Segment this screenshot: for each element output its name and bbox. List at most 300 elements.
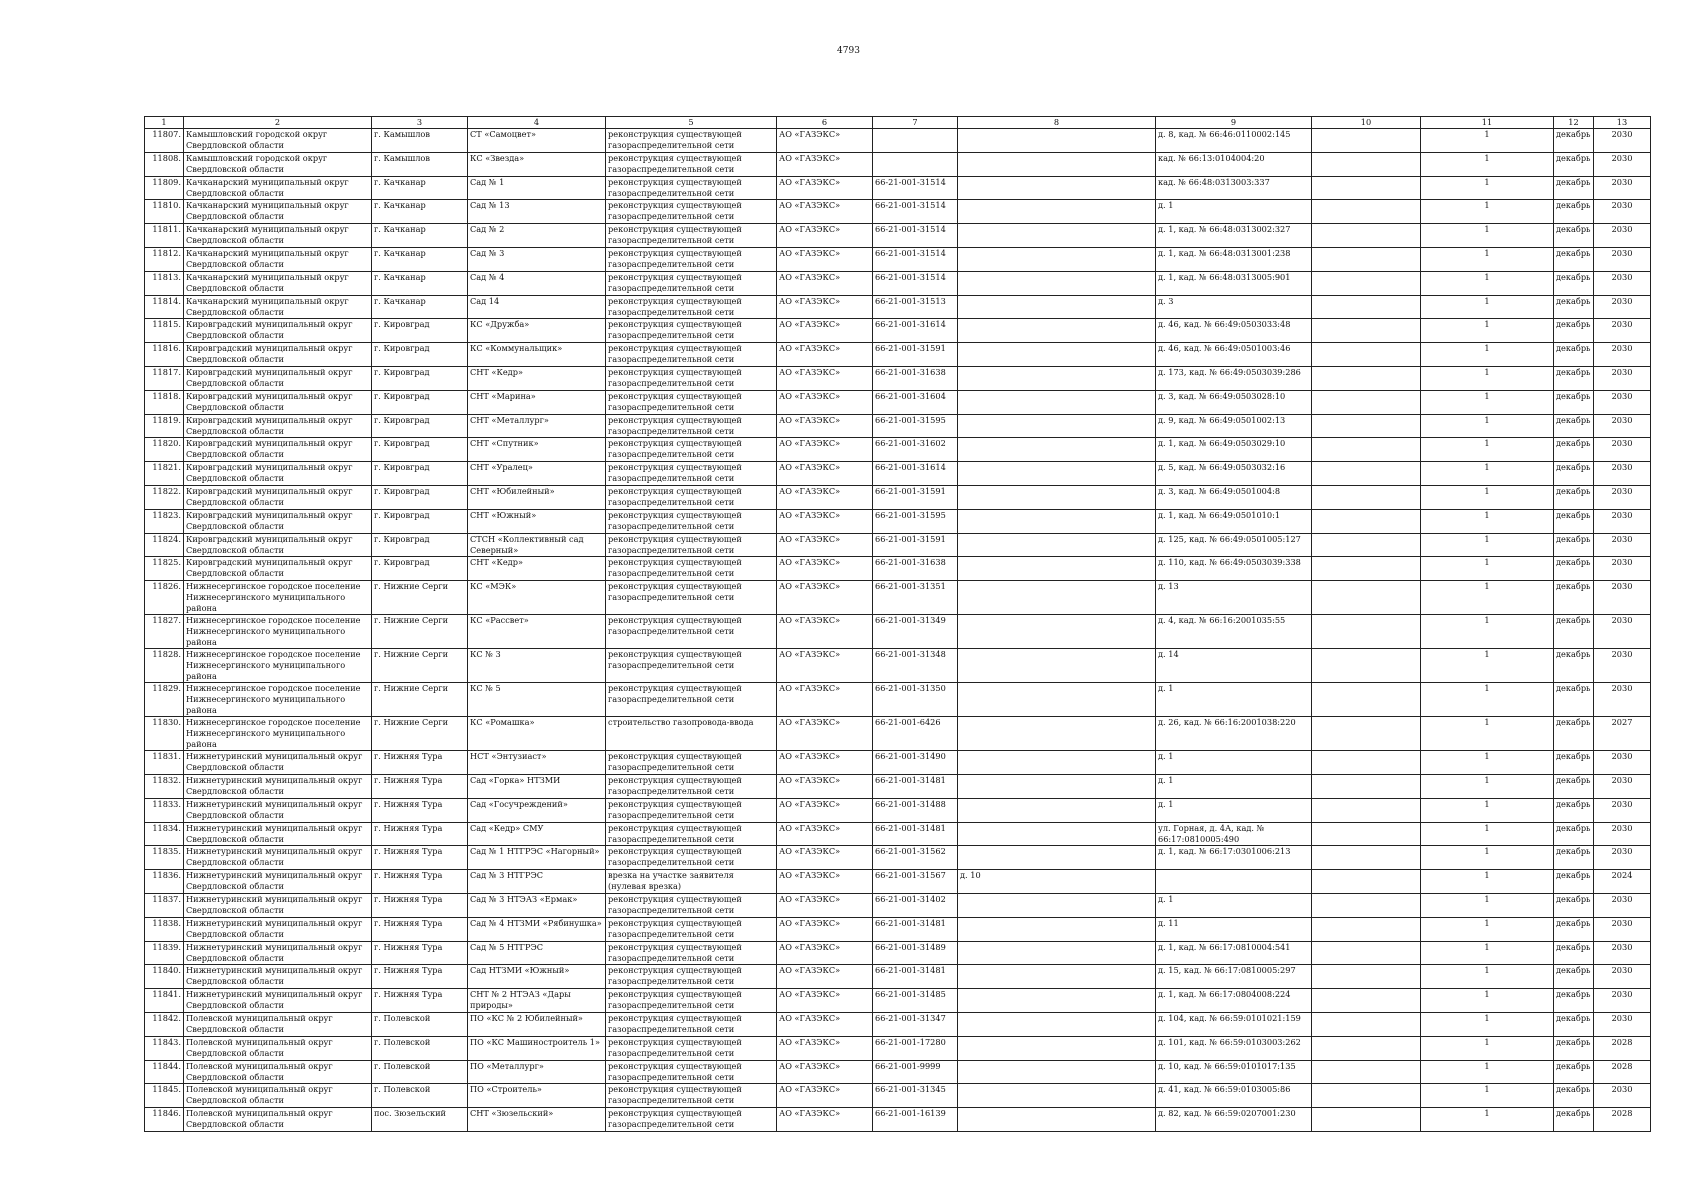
table-cell-col-10 <box>1312 846 1421 870</box>
table-cell-col-12: декабрь <box>1554 1108 1594 1132</box>
table-cell-col-11: 1 <box>1421 822 1554 846</box>
table-cell-col-9: д. 4, кад. № 66:16:2001035:55 <box>1156 615 1312 649</box>
table-cell-col-1: 11833. <box>145 798 184 822</box>
table-cell-col-7: 66-21-001-31481 <box>873 917 958 941</box>
table-cell-col-1: 11840. <box>145 965 184 989</box>
table-cell-col-5: реконструкция существующей газораспределительной сети <box>606 649 777 683</box>
table-cell-col-2: Качканарский муниципальный округ Свердловской области <box>184 200 372 224</box>
table-cell-col-11: 1 <box>1421 870 1554 894</box>
table-cell-col-3: г. Нижняя Тура <box>372 870 468 894</box>
table-cell-col-1: 11839. <box>145 941 184 965</box>
table-cell-col-4: КС «Коммунальщик» <box>468 343 606 367</box>
table-cell-col-11: 1 <box>1421 271 1554 295</box>
table-cell-col-12: декабрь <box>1554 438 1594 462</box>
table-row <box>145 200 1651 224</box>
column-header-2: 2 <box>184 117 372 129</box>
table-cell-col-1: 11832. <box>145 774 184 798</box>
table-cell-col-8 <box>958 846 1156 870</box>
table-cell-col-12: декабрь <box>1554 366 1594 390</box>
table-row <box>145 343 1651 367</box>
table-cell-col-1: 11844. <box>145 1060 184 1084</box>
table-cell-col-3: г. Нижняя Тура <box>372 822 468 846</box>
table-cell-col-13: 2030 <box>1594 581 1651 615</box>
table-cell-col-1: 11816. <box>145 343 184 367</box>
table-cell-col-8 <box>958 295 1156 319</box>
table-cell-col-11: 1 <box>1421 366 1554 390</box>
table-cell-col-9: д. 173, кад. № 66:49:0503039:286 <box>1156 366 1312 390</box>
table-row <box>145 176 1651 200</box>
table-cell-col-10 <box>1312 438 1421 462</box>
table-cell-col-9: д. 46, кад. № 66:49:0503033:48 <box>1156 319 1312 343</box>
table-cell-col-8 <box>958 798 1156 822</box>
table-cell-col-11: 1 <box>1421 319 1554 343</box>
table-cell-col-3: г. Камышлов <box>372 152 468 176</box>
table-cell-col-12: декабрь <box>1554 717 1594 751</box>
table-cell-col-6: АО «ГАЗЭКС» <box>777 774 873 798</box>
table-cell-col-2: Кировградский муниципальный округ Свердловской области <box>184 509 372 533</box>
table-row <box>145 965 1651 989</box>
table-cell-col-13: 2030 <box>1594 200 1651 224</box>
column-header-1: 1 <box>145 117 184 129</box>
table-row <box>145 366 1651 390</box>
table-row <box>145 683 1651 717</box>
table-cell-col-10 <box>1312 319 1421 343</box>
table-cell-col-6: АО «ГАЗЭКС» <box>777 941 873 965</box>
table-cell-col-10 <box>1312 1012 1421 1036</box>
table-cell-col-2: Качканарский муниципальный округ Свердловской области <box>184 295 372 319</box>
table-cell-col-10 <box>1312 870 1421 894</box>
table-cell-col-8 <box>958 271 1156 295</box>
table-cell-col-2: Полевской муниципальный округ Свердловской области <box>184 1060 372 1084</box>
table-cell-col-1: 11815. <box>145 319 184 343</box>
table-cell-col-6: АО «ГАЗЭКС» <box>777 1036 873 1060</box>
table-cell-col-3: г. Качканар <box>372 176 468 200</box>
table-cell-col-1: 11843. <box>145 1036 184 1060</box>
table-cell-col-11: 1 <box>1421 774 1554 798</box>
table-cell-col-2: Нижнесергинское городское поселение Нижнесергинского муниципального района <box>184 683 372 717</box>
table-cell-col-7: 66-21-001-31489 <box>873 941 958 965</box>
table-cell-col-13: 2030 <box>1594 1012 1651 1036</box>
table-row <box>145 414 1651 438</box>
table-cell-col-6: АО «ГАЗЭКС» <box>777 319 873 343</box>
table-cell-col-5: реконструкция существующей газораспределительной сети <box>606 989 777 1013</box>
column-header-8: 8 <box>958 117 1156 129</box>
table-cell-col-1: 11838. <box>145 917 184 941</box>
table-cell-col-6: АО «ГАЗЭКС» <box>777 366 873 390</box>
table-cell-col-9: д. 1, кад. № 66:48:0313002:327 <box>1156 224 1312 248</box>
table-cell-col-10 <box>1312 509 1421 533</box>
table-cell-col-1: 11842. <box>145 1012 184 1036</box>
table-cell-col-10 <box>1312 615 1421 649</box>
table-cell-col-5: реконструкция существующей газораспределительной сети <box>606 247 777 271</box>
column-header-12: 12 <box>1554 117 1594 129</box>
table-row <box>145 557 1651 581</box>
table-cell-col-1: 11821. <box>145 462 184 486</box>
table-body <box>145 129 1651 1132</box>
table-cell-col-2: Качканарский муниципальный округ Свердловской области <box>184 271 372 295</box>
table-cell-col-12: декабрь <box>1554 343 1594 367</box>
table-cell-col-6: АО «ГАЗЭКС» <box>777 390 873 414</box>
table-cell-col-2: Кировградский муниципальный округ Свердловской области <box>184 319 372 343</box>
table-cell-col-7: 66-21-001-31602 <box>873 438 958 462</box>
table-cell-col-7: 66-21-001-31595 <box>873 414 958 438</box>
table-cell-col-8 <box>958 200 1156 224</box>
table-cell-col-7: 66-21-001-31604 <box>873 390 958 414</box>
table-cell-col-3: пос. Зюзельский <box>372 1108 468 1132</box>
table-cell-col-3: г. Нижняя Тура <box>372 798 468 822</box>
table-cell-col-8 <box>958 1060 1156 1084</box>
table-cell-col-4: Сад № 1 НТГРЭС «Нагорный» <box>468 846 606 870</box>
table-cell-col-12: декабрь <box>1554 989 1594 1013</box>
table-cell-col-5: реконструкция существующей газораспределительной сети <box>606 846 777 870</box>
table-cell-col-10 <box>1312 533 1421 557</box>
table-cell-col-5: реконструкция существующей газораспределительной сети <box>606 366 777 390</box>
table-cell-col-3: г. Кировград <box>372 509 468 533</box>
table-cell-col-13: 2030 <box>1594 893 1651 917</box>
table-cell-col-2: Качканарский муниципальный округ Свердловской области <box>184 247 372 271</box>
table-cell-col-4: КС «Рассвет» <box>468 615 606 649</box>
table-cell-col-8 <box>958 414 1156 438</box>
table-row <box>145 533 1651 557</box>
table-cell-col-9: д. 1 <box>1156 751 1312 775</box>
table-cell-col-11: 1 <box>1421 1108 1554 1132</box>
table-cell-col-7: 66-21-001-31638 <box>873 366 958 390</box>
table-cell-col-12: декабрь <box>1554 1036 1594 1060</box>
table-cell-col-11: 1 <box>1421 581 1554 615</box>
table-cell-col-3: г. Кировград <box>372 438 468 462</box>
table-cell-col-13: 2030 <box>1594 295 1651 319</box>
table-cell-col-1: 11846. <box>145 1108 184 1132</box>
table-cell-col-8 <box>958 822 1156 846</box>
table-cell-col-1: 11836. <box>145 870 184 894</box>
table-cell-col-10 <box>1312 822 1421 846</box>
table-cell-col-6: АО «ГАЗЭКС» <box>777 295 873 319</box>
table-cell-col-5: реконструкция существующей газораспределительной сети <box>606 129 777 153</box>
table-cell-col-3: г. Нижняя Тура <box>372 989 468 1013</box>
table-cell-col-10 <box>1312 224 1421 248</box>
table-cell-col-13: 2030 <box>1594 1084 1651 1108</box>
table-cell-col-3: г. Кировград <box>372 414 468 438</box>
table-cell-col-1: 11823. <box>145 509 184 533</box>
table-cell-col-7 <box>873 152 958 176</box>
table-cell-col-8 <box>958 224 1156 248</box>
table-cell-col-13: 2030 <box>1594 247 1651 271</box>
table-cell-col-11: 1 <box>1421 533 1554 557</box>
table-cell-col-7: 66-21-001-31514 <box>873 200 958 224</box>
table-cell-col-11: 1 <box>1421 414 1554 438</box>
table-cell-col-7: 66-21-001-31481 <box>873 965 958 989</box>
table-cell-col-12: декабрь <box>1554 941 1594 965</box>
table-cell-col-8 <box>958 129 1156 153</box>
table-cell-col-7: 66-21-001-31402 <box>873 893 958 917</box>
table-cell-col-6: АО «ГАЗЭКС» <box>777 822 873 846</box>
table-cell-col-1: 11817. <box>145 366 184 390</box>
table-cell-col-10 <box>1312 989 1421 1013</box>
table-cell-col-9: д. 9, кад. № 66:49:0501002:13 <box>1156 414 1312 438</box>
table-cell-col-12: декабрь <box>1554 414 1594 438</box>
table-cell-col-4: Сад НТЗМИ «Южный» <box>468 965 606 989</box>
table-cell-col-4: КС «Звезда» <box>468 152 606 176</box>
table-cell-col-12: декабрь <box>1554 870 1594 894</box>
table-cell-col-6: АО «ГАЗЭКС» <box>777 1060 873 1084</box>
table-cell-col-5: реконструкция существующей газораспределительной сети <box>606 917 777 941</box>
table-cell-col-12: декабрь <box>1554 751 1594 775</box>
table-cell-col-3: г. Нижняя Тура <box>372 965 468 989</box>
table-cell-col-9: д. 1, кад. № 66:49:0501010:1 <box>1156 509 1312 533</box>
table-cell-col-13: 2030 <box>1594 414 1651 438</box>
table-cell-col-9: кад. № 66:48:0313003:337 <box>1156 176 1312 200</box>
table-cell-col-5: реконструкция существующей газораспределительной сети <box>606 390 777 414</box>
table-cell-col-8 <box>958 1036 1156 1060</box>
table-cell-col-4: ПО «Металлург» <box>468 1060 606 1084</box>
table-cell-col-4: СНТ «Металлург» <box>468 414 606 438</box>
table-cell-col-11: 1 <box>1421 717 1554 751</box>
table-cell-col-12: декабрь <box>1554 200 1594 224</box>
table-cell-col-13: 2030 <box>1594 941 1651 965</box>
table-cell-col-2: Нижнетуринский муниципальный округ Свердловской области <box>184 941 372 965</box>
column-header-5: 5 <box>606 117 777 129</box>
table-cell-col-1: 11809. <box>145 176 184 200</box>
table-cell-col-3: г. Нижняя Тура <box>372 941 468 965</box>
table-cell-col-1: 11825. <box>145 557 184 581</box>
table-cell-col-6: АО «ГАЗЭКС» <box>777 1108 873 1132</box>
table-cell-col-1: 11808. <box>145 152 184 176</box>
table-row <box>145 870 1651 894</box>
table-cell-col-7: 66-21-001-31567 <box>873 870 958 894</box>
table-cell-col-4: СТ «Самоцвет» <box>468 129 606 153</box>
table-cell-col-11: 1 <box>1421 965 1554 989</box>
table-row <box>145 1108 1651 1132</box>
table-cell-col-3: г. Полевской <box>372 1060 468 1084</box>
table-cell-col-13: 2030 <box>1594 224 1651 248</box>
table-cell-col-1: 11835. <box>145 846 184 870</box>
table-cell-col-13: 2030 <box>1594 438 1651 462</box>
table-cell-col-10 <box>1312 774 1421 798</box>
table-cell-col-3: г. Нижняя Тура <box>372 774 468 798</box>
table-cell-col-8 <box>958 1012 1156 1036</box>
table-cell-col-7: 66-21-001-31513 <box>873 295 958 319</box>
table-cell-col-2: Кировградский муниципальный округ Свердловской области <box>184 438 372 462</box>
table-cell-col-11: 1 <box>1421 557 1554 581</box>
table-cell-col-7: 66-21-001-31591 <box>873 533 958 557</box>
table-cell-col-3: г. Качканар <box>372 295 468 319</box>
table-cell-col-6: АО «ГАЗЭКС» <box>777 798 873 822</box>
table-cell-col-7: 66-21-001-9999 <box>873 1060 958 1084</box>
table-cell-col-7: 66-21-001-31345 <box>873 1084 958 1108</box>
table-cell-col-12: декабрь <box>1554 893 1594 917</box>
table-cell-col-9: д. 104, кад. № 66:59:0101021:159 <box>1156 1012 1312 1036</box>
table-cell-col-1: 11828. <box>145 649 184 683</box>
table-cell-col-6: АО «ГАЗЭКС» <box>777 152 873 176</box>
table-cell-col-8 <box>958 557 1156 581</box>
table-cell-col-3: г. Кировград <box>372 319 468 343</box>
table-cell-col-11: 1 <box>1421 1036 1554 1060</box>
table-cell-col-11: 1 <box>1421 295 1554 319</box>
table-cell-col-9: д. 1, кад. № 66:48:0313001:238 <box>1156 247 1312 271</box>
table-cell-col-1: 11841. <box>145 989 184 1013</box>
table-cell-col-11: 1 <box>1421 1012 1554 1036</box>
table-cell-col-7: 66-21-001-31348 <box>873 649 958 683</box>
table-cell-col-9: д. 15, кад. № 66:17:0810005:297 <box>1156 965 1312 989</box>
table-cell-col-5: строительство газопровода-ввода <box>606 717 777 751</box>
table-cell-col-13: 2028 <box>1594 1060 1651 1084</box>
table-cell-col-11: 1 <box>1421 462 1554 486</box>
table-cell-col-2: Нижнетуринский муниципальный округ Свердловской области <box>184 989 372 1013</box>
table-cell-col-7: 66-21-001-17280 <box>873 1036 958 1060</box>
table-cell-col-1: 11807. <box>145 129 184 153</box>
table-cell-col-13: 2030 <box>1594 798 1651 822</box>
table-cell-col-9: д. 14 <box>1156 649 1312 683</box>
table-cell-col-6: АО «ГАЗЭКС» <box>777 247 873 271</box>
table-row <box>145 893 1651 917</box>
table-cell-col-6: АО «ГАЗЭКС» <box>777 414 873 438</box>
table-cell-col-9: д. 1 <box>1156 683 1312 717</box>
table-cell-col-10 <box>1312 798 1421 822</box>
table-cell-col-4: СНТ «Зюзельский» <box>468 1108 606 1132</box>
table-cell-col-6: АО «ГАЗЭКС» <box>777 751 873 775</box>
table-cell-col-9: ул. Горная, д. 4А, кад. № 66:17:0810005:490 <box>1156 822 1312 846</box>
table-cell-col-6: АО «ГАЗЭКС» <box>777 224 873 248</box>
table-cell-col-2: Полевской муниципальный округ Свердловской области <box>184 1108 372 1132</box>
table-cell-col-10 <box>1312 649 1421 683</box>
table-cell-col-11: 1 <box>1421 649 1554 683</box>
table-cell-col-2: Кировградский муниципальный округ Свердловской области <box>184 414 372 438</box>
table-cell-col-4: КС «Дружба» <box>468 319 606 343</box>
table-cell-col-11: 1 <box>1421 129 1554 153</box>
table-cell-col-10 <box>1312 200 1421 224</box>
table-cell-col-8 <box>958 941 1156 965</box>
table-cell-col-9: д. 3, кад. № 66:49:0503028:10 <box>1156 390 1312 414</box>
table-cell-col-13: 2028 <box>1594 1036 1651 1060</box>
table-cell-col-10 <box>1312 683 1421 717</box>
table-cell-col-8 <box>958 893 1156 917</box>
table-cell-col-5: реконструкция существующей газораспределительной сети <box>606 798 777 822</box>
table-cell-col-2: Нижнесергинское городское поселение Нижнесергинского муниципального района <box>184 581 372 615</box>
table-row <box>145 1060 1651 1084</box>
table-cell-col-12: декабрь <box>1554 1084 1594 1108</box>
table-cell-col-13: 2030 <box>1594 533 1651 557</box>
table-cell-col-3: г. Нижняя Тура <box>372 893 468 917</box>
table-cell-col-11: 1 <box>1421 509 1554 533</box>
table-cell-col-9: д. 13 <box>1156 581 1312 615</box>
table-cell-col-11: 1 <box>1421 917 1554 941</box>
table-cell-col-13: 2030 <box>1594 390 1651 414</box>
table-cell-col-5: реконструкция существующей газораспределительной сети <box>606 893 777 917</box>
table-row <box>145 649 1651 683</box>
column-header-6: 6 <box>777 117 873 129</box>
table-cell-col-11: 1 <box>1421 615 1554 649</box>
table-cell-col-11: 1 <box>1421 941 1554 965</box>
table-cell-col-5: реконструкция существующей газораспределительной сети <box>606 176 777 200</box>
table-cell-col-11: 1 <box>1421 390 1554 414</box>
table-cell-col-11: 1 <box>1421 751 1554 775</box>
table-cell-col-9: д. 3, кад. № 66:49:0501004:8 <box>1156 485 1312 509</box>
table-cell-col-12: декабрь <box>1554 615 1594 649</box>
page-number: 4793 <box>837 46 860 56</box>
table-cell-col-9: д. 1, кад. № 66:48:0313005:901 <box>1156 271 1312 295</box>
table-cell-col-2: Нижнесергинское городское поселение Нижнесергинского муниципального района <box>184 615 372 649</box>
table-cell-col-6: АО «ГАЗЭКС» <box>777 581 873 615</box>
table-cell-col-9: д. 26, кад. № 66:16:2001038:220 <box>1156 717 1312 751</box>
table-cell-col-12: декабрь <box>1554 649 1594 683</box>
table-cell-col-12: декабрь <box>1554 917 1594 941</box>
table-cell-col-2: Кировградский муниципальный округ Свердловской области <box>184 366 372 390</box>
table-cell-col-10 <box>1312 717 1421 751</box>
table-cell-col-11: 1 <box>1421 846 1554 870</box>
table-cell-col-13: 2030 <box>1594 271 1651 295</box>
table-cell-col-1: 11829. <box>145 683 184 717</box>
table-cell-col-13: 2030 <box>1594 343 1651 367</box>
table-cell-col-11: 1 <box>1421 343 1554 367</box>
table-cell-col-8: д. 10 <box>958 870 1156 894</box>
table-cell-col-10 <box>1312 1084 1421 1108</box>
table-cell-col-8 <box>958 152 1156 176</box>
column-header-3: 3 <box>372 117 468 129</box>
table-cell-col-8 <box>958 438 1156 462</box>
table-cell-col-6: АО «ГАЗЭКС» <box>777 917 873 941</box>
table-cell-col-2: Нижнетуринский муниципальный округ Свердловской области <box>184 893 372 917</box>
table-row <box>145 319 1651 343</box>
table-cell-col-7: 66-21-001-31351 <box>873 581 958 615</box>
table-cell-col-7: 66-21-001-31514 <box>873 224 958 248</box>
table-cell-col-13: 2030 <box>1594 319 1651 343</box>
table-cell-col-9: д. 8, кад. № 66:46:0110002:145 <box>1156 129 1312 153</box>
table-cell-col-11: 1 <box>1421 893 1554 917</box>
table-cell-col-3: г. Нижние Серги <box>372 717 468 751</box>
table-cell-col-6: АО «ГАЗЭКС» <box>777 893 873 917</box>
table-cell-col-5: реконструкция существующей газораспределительной сети <box>606 438 777 462</box>
table-cell-col-12: декабрь <box>1554 462 1594 486</box>
table-cell-col-4: СНТ «Кедр» <box>468 366 606 390</box>
table-row <box>145 717 1651 751</box>
table-row <box>145 438 1651 462</box>
table-cell-col-12: декабрь <box>1554 509 1594 533</box>
table-cell-col-8 <box>958 917 1156 941</box>
table-cell-col-13: 2030 <box>1594 649 1651 683</box>
table-cell-col-2: Камышловский городской округ Свердловской области <box>184 152 372 176</box>
column-header-13: 13 <box>1594 117 1651 129</box>
column-header-11: 11 <box>1421 117 1554 129</box>
table-cell-col-7: 66-21-001-6426 <box>873 717 958 751</box>
table-cell-col-3: г. Нижние Серги <box>372 581 468 615</box>
table-cell-col-2: Кировградский муниципальный округ Свердловской области <box>184 485 372 509</box>
table-cell-col-12: декабрь <box>1554 533 1594 557</box>
table-cell-col-10 <box>1312 247 1421 271</box>
table-cell-col-2: Нижнетуринский муниципальный округ Свердловской области <box>184 798 372 822</box>
table-row <box>145 462 1651 486</box>
table-cell-col-8 <box>958 176 1156 200</box>
table-cell-col-2: Кировградский муниципальный округ Свердловской области <box>184 557 372 581</box>
table-cell-col-2: Нижнетуринский муниципальный округ Свердловской области <box>184 774 372 798</box>
table-cell-col-3: г. Качканар <box>372 224 468 248</box>
table-cell-col-9: д. 1, кад. № 66:17:0301006:213 <box>1156 846 1312 870</box>
table-cell-col-3: г. Кировград <box>372 533 468 557</box>
table-cell-col-1: 11812. <box>145 247 184 271</box>
table-row <box>145 1084 1651 1108</box>
table-cell-col-3: г. Нижние Серги <box>372 683 468 717</box>
table-cell-col-4: Сад «Кедр» СМУ <box>468 822 606 846</box>
table-cell-col-6: АО «ГАЗЭКС» <box>777 129 873 153</box>
table-cell-col-8 <box>958 615 1156 649</box>
table-cell-col-13: 2030 <box>1594 965 1651 989</box>
table-row <box>145 917 1651 941</box>
table-cell-col-3: г. Кировград <box>372 485 468 509</box>
table-cell-col-9: д. 5, кад. № 66:49:0503032:16 <box>1156 462 1312 486</box>
table-cell-col-8 <box>958 965 1156 989</box>
table-cell-col-10 <box>1312 129 1421 153</box>
table-cell-col-12: декабрь <box>1554 295 1594 319</box>
table-cell-col-9: д. 11 <box>1156 917 1312 941</box>
